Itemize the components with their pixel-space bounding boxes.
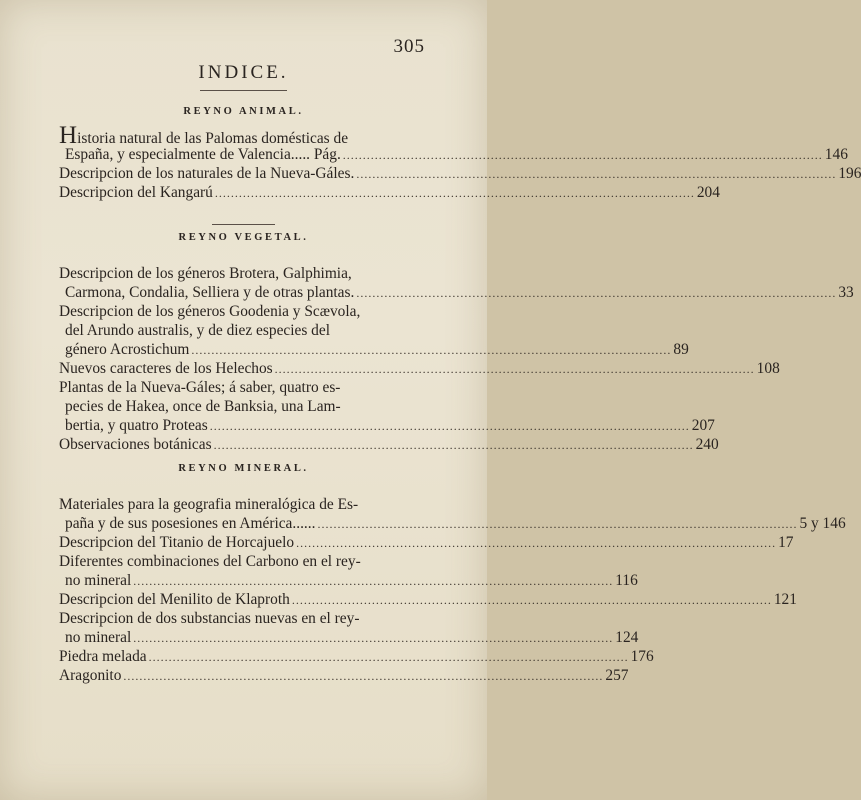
entry-page-number: 5 y 146	[799, 515, 846, 532]
index-entry	[59, 122, 848, 164]
dot-leader: ........................................................................................................................	[342, 148, 823, 162]
entry-text: Descripcion de los géneros Brotera, Galphimia,	[59, 265, 352, 282]
entry-text: género Acrostichum	[65, 341, 190, 358]
drop-cap: H	[59, 122, 78, 149]
entry-text: España, y especialmente de Valencia..... Pág.	[65, 146, 341, 163]
entry-line	[59, 145, 848, 164]
entry-line	[59, 164, 861, 183]
entry-line	[59, 183, 720, 202]
entry-page-number: 124	[615, 629, 639, 646]
index-entry	[59, 552, 638, 590]
entry-text: Descripcion del Menilito de Klaproth	[59, 591, 290, 608]
entry-text: Descripcion del Titanio de Horcajuelo	[59, 534, 295, 551]
entry-line	[59, 514, 846, 533]
entry-line	[59, 378, 421, 397]
section-animal-entries	[59, 122, 861, 202]
page-number: 305	[393, 36, 425, 57]
dot-leader: ........................................................................................................................	[213, 438, 694, 452]
entry-line	[59, 416, 715, 435]
entry-line	[59, 495, 421, 514]
dot-leader: ........................................................................................................................	[356, 286, 837, 300]
dot-leader: ........................................................................................................................	[296, 536, 777, 550]
entry-text: Aragonito	[59, 667, 122, 684]
entry-text: no mineral	[65, 629, 132, 646]
dot-leader: ........................................................................................................................	[133, 574, 614, 588]
entry-page-number: 108	[756, 360, 780, 377]
entry-text: Piedra melada	[59, 648, 147, 665]
entry-text: Plantas de la Nueva-Gáles; á saber, quatro es-	[59, 379, 341, 396]
entry-page-number: 176	[630, 648, 654, 665]
section-heading-vegetal: REYNO VEGETAL.	[178, 232, 309, 243]
entry-text: Carmona, Condalia, Selliera y de otras plantas.	[65, 284, 355, 301]
entry-line	[59, 321, 421, 340]
entry-line	[59, 571, 638, 590]
entry-text: Descripcion de dos substancias nuevas en el rey-	[59, 610, 360, 627]
entry-page-number: 121	[773, 591, 797, 608]
section-mineral-entries	[59, 495, 846, 685]
index-entry	[59, 264, 854, 302]
entry-page-number: 116	[615, 572, 638, 589]
entry-line	[59, 435, 719, 454]
index-entry	[59, 302, 689, 359]
title-rule	[200, 90, 287, 91]
entry-line	[59, 647, 654, 666]
entry-text: Descripcion de los géneros Goodenia y Scævola,	[59, 303, 361, 320]
entry-text: Descripcion de los naturales de la Nueva-Gáles.	[59, 165, 355, 182]
entry-line	[59, 283, 854, 302]
entry-line	[59, 359, 780, 378]
entry-line	[59, 552, 421, 571]
dot-leader: ........................................................................................................................	[214, 186, 695, 200]
entry-page-number: 207	[691, 417, 715, 434]
dot-leader: ........................................................................................................................	[191, 343, 672, 357]
entry-line	[59, 628, 639, 647]
index-entry	[59, 435, 719, 454]
entry-text: no mineral	[65, 572, 132, 589]
entry-text: paña y de sus posesiones en América......	[65, 515, 316, 532]
entry-page-number: 17	[778, 534, 794, 551]
entry-text: Materiales para la geografia mineralógica de Es-	[59, 496, 359, 513]
entry-page-number: 196	[838, 165, 861, 182]
section-heading-mineral: REYNO MINERAL.	[178, 463, 309, 474]
entry-line	[59, 264, 421, 283]
entry-text: Nuevos caracteres de los Helechos	[59, 360, 273, 377]
entry-line	[59, 666, 629, 685]
dot-leader: ........................................................................................................................	[317, 517, 798, 531]
entry-text: Diferentes combinaciones del Carbono en el rey-	[59, 553, 361, 570]
index-entry	[59, 533, 794, 552]
index-entry	[59, 359, 780, 378]
entry-page-number: 89	[673, 341, 689, 358]
section-vegetal-entries	[59, 264, 854, 454]
entry-text: Observaciones botánicas	[59, 436, 212, 453]
section-rule-animal	[212, 224, 275, 225]
dot-leader: ........................................................................................................................	[123, 669, 604, 683]
index-entry	[59, 609, 639, 647]
entry-line	[59, 609, 421, 628]
entry-page-number: 204	[696, 184, 720, 201]
dot-leader: ........................................................................................................................	[133, 631, 614, 645]
dot-leader: ........................................................................................................................	[148, 650, 629, 664]
entry-page-number: 33	[838, 284, 854, 301]
entry-line	[59, 397, 421, 416]
entry-line	[59, 122, 421, 149]
dot-leader: ........................................................................................................................	[209, 419, 690, 433]
entry-line	[59, 340, 689, 359]
entry-page-number: 257	[605, 667, 629, 684]
entry-text: del Arundo australis, y de diez especies del	[65, 322, 330, 339]
index-entry	[59, 164, 861, 183]
index-entry	[59, 378, 715, 435]
section-heading-animal: REYNO ANIMAL.	[183, 106, 304, 117]
entry-line	[59, 590, 797, 609]
index-entry	[59, 495, 846, 533]
page-title: INDICE.	[198, 62, 289, 83]
entry-text: Descripcion del Kangarú	[59, 184, 213, 201]
index-entry	[59, 647, 654, 666]
index-entry	[59, 590, 797, 609]
entry-text: istoria natural de las Palomas domésticas de	[77, 130, 349, 147]
index-entry	[59, 666, 629, 685]
entry-page-number: 146	[824, 146, 848, 163]
dot-leader: ........................................................................................................................	[291, 593, 772, 607]
dot-leader: ........................................................................................................................	[274, 362, 755, 376]
entry-text: bertia, y quatro Proteas	[65, 417, 208, 434]
index-entry	[59, 183, 720, 202]
entry-line	[59, 533, 794, 552]
dot-leader: ........................................................................................................................	[356, 167, 837, 181]
entry-line	[59, 302, 421, 321]
entry-text: pecies de Hakea, once de Banksia, una Lam-	[65, 398, 341, 415]
entry-page-number: 240	[695, 436, 719, 453]
